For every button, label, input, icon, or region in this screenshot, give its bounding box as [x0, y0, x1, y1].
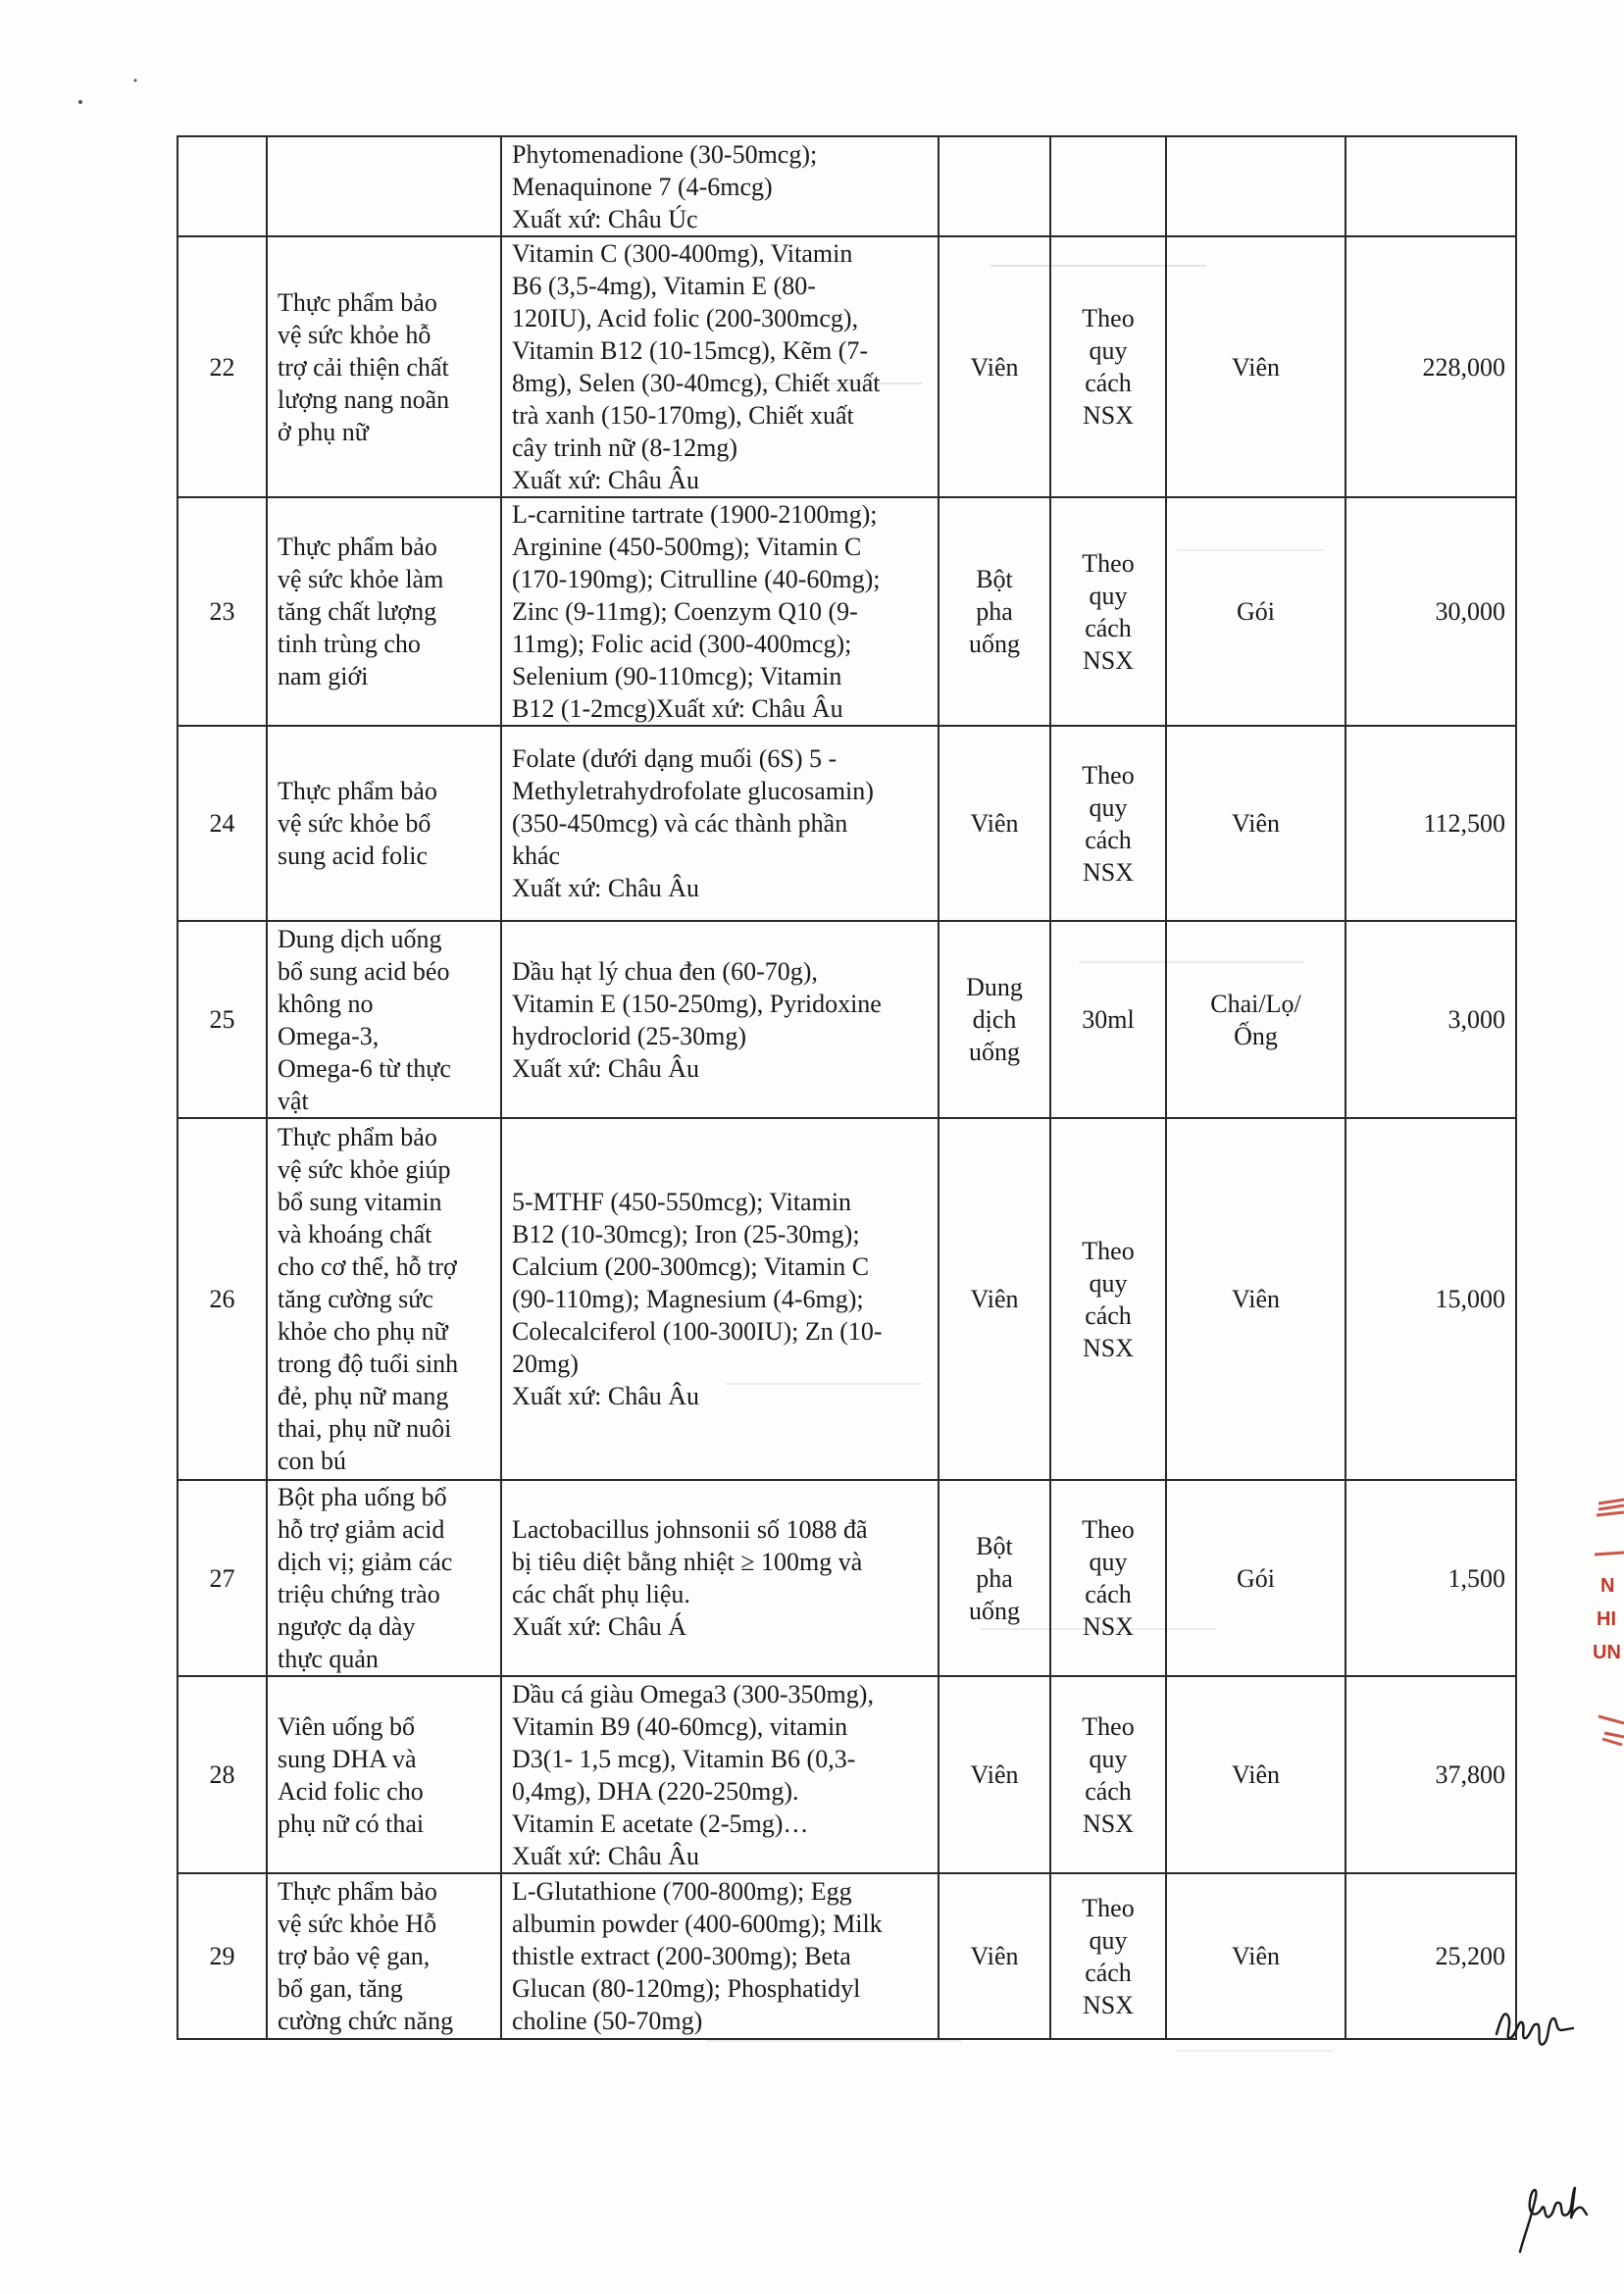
cell-packaging-spec-line: quy	[1089, 1268, 1128, 1298]
cell-composition-line: Vitamin B12 (10-15mcg), Kẽm (7-	[512, 336, 869, 365]
cell-composition-line: (90-110mg); Magnesium (4-6mg);	[512, 1285, 864, 1313]
cell-unit-price	[1345, 236, 1516, 497]
table-row	[178, 921, 1516, 1118]
cell-stt	[178, 1676, 267, 1873]
cell-stt-text: 28	[209, 1760, 235, 1789]
cell-unit	[1166, 1873, 1345, 2039]
cell-product-name-line: ngược dạ dày	[278, 1612, 416, 1641]
cell-product-name-line: vệ sức khỏe giúp	[278, 1155, 451, 1184]
cell-product-name-line: tăng chất lượng	[278, 597, 437, 626]
cell-unit-price	[1345, 497, 1516, 726]
cell-unit	[1166, 726, 1345, 921]
table-row	[178, 1873, 1516, 2039]
cell-unit-price	[1345, 726, 1516, 921]
cell-composition-line: Xuất xứ: Châu Úc	[512, 204, 698, 233]
cell-composition-line: Vitamin C (300-400mg), Vitamin	[512, 239, 853, 268]
cell-stt	[178, 1118, 267, 1480]
cell-packaging-spec-line: 30ml	[1082, 1005, 1135, 1034]
cell-unit-price	[1345, 921, 1516, 1118]
cell-product-name	[267, 1118, 501, 1480]
cell-packaging-spec	[1050, 1873, 1166, 2039]
cell-product-name-line: sung acid folic	[278, 841, 429, 870]
cell-stt-text: 24	[209, 809, 235, 838]
cell-composition-line: Xuất xứ: Châu Âu	[512, 1053, 700, 1083]
cell-unit-price-text: 3,000	[1447, 1005, 1505, 1034]
cell-product-name-line: bổ gan, tăng	[278, 1974, 403, 2003]
cell-dosage-form-line: Bột	[976, 565, 1013, 593]
cell-dosage-form	[939, 497, 1050, 726]
cell-composition-line: Dầu cá giàu Omega3 (300-350mg),	[512, 1679, 874, 1708]
stamp-text-2: HI	[1597, 1608, 1616, 1630]
table-row	[178, 136, 1516, 236]
cell-packaging-spec-line: Theo	[1082, 1515, 1135, 1544]
cell-product-name	[267, 497, 501, 726]
cell-unit-line: Viên	[1232, 809, 1280, 838]
cell-dosage-form-line: pha	[976, 597, 1013, 626]
stamp-text-1: N	[1600, 1575, 1615, 1597]
cell-composition	[501, 497, 939, 726]
cell-composition-line: hydroclorid (25-30mg)	[512, 1021, 747, 1050]
cell-product-name-line: Bột pha uống bổ	[278, 1483, 447, 1511]
cell-dosage-form-line: uống	[969, 1596, 1020, 1625]
cell-dosage-form	[939, 1873, 1050, 2039]
cell-composition	[501, 1118, 939, 1480]
cell-product-name-line: thai, phụ nữ nuôi	[278, 1414, 452, 1443]
cell-unit-price-text: 25,200	[1435, 1942, 1505, 1970]
cell-packaging-spec-line: cách	[1085, 1300, 1132, 1330]
cell-composition	[501, 1873, 939, 2039]
cell-composition-line: Vitamin E (150-250mg), Pyridoxine	[512, 989, 882, 1018]
cell-product-name-line: không no	[278, 989, 374, 1018]
cell-composition-line: albumin powder (400-600mg); Milk	[512, 1910, 883, 1938]
cell-composition-line: bị tiêu diệt bằng nhiệt ≥ 100mg và	[512, 1548, 863, 1576]
cell-composition-line: Methyletrahydrofolate glucosamin)	[512, 777, 874, 805]
table-row	[178, 497, 1516, 726]
table-row	[178, 1118, 1516, 1480]
cell-product-name-line: phụ nữ có thai	[278, 1809, 425, 1838]
cell-product-name-line: trong độ tuổi sinh	[278, 1350, 459, 1378]
cell-product-name-line: lượng nang noãn	[278, 384, 450, 414]
cell-stt	[178, 236, 267, 497]
cell-packaging-spec-line: cách	[1085, 613, 1132, 642]
cell-packaging-spec-line: NSX	[1082, 645, 1134, 675]
cell-dosage-form	[939, 726, 1050, 921]
cell-stt	[178, 921, 267, 1118]
cell-packaging-spec-line: quy	[1089, 1548, 1128, 1576]
cell-product-name	[267, 1480, 501, 1676]
cell-packaging-spec-line: NSX	[1082, 1809, 1134, 1838]
table-row	[178, 1676, 1516, 1873]
cell-stt-text: 23	[209, 597, 235, 626]
cell-unit-price-text: 228,000	[1422, 352, 1505, 382]
cell-packaging-spec-line: NSX	[1082, 1612, 1134, 1641]
cell-product-name	[267, 921, 501, 1118]
cell-stt-text: 22	[209, 352, 235, 382]
cell-unit-price-text: 37,800	[1435, 1760, 1505, 1789]
cell-packaging-spec	[1050, 497, 1166, 726]
cell-unit	[1166, 236, 1345, 497]
cell-product-name-line: Acid folic cho	[278, 1776, 424, 1806]
cell-product-name	[267, 1676, 501, 1873]
cell-product-name-line: vệ sức khỏe làm	[278, 565, 444, 593]
cell-packaging-spec-line: cách	[1085, 1958, 1132, 1987]
cell-packaging-spec-line: NSX	[1082, 1333, 1134, 1362]
cell-product-name-line: Thực phẩm bảo	[278, 777, 437, 805]
cell-product-name-line: tinh trùng cho	[278, 630, 421, 658]
cell-packaging-spec-line: NSX	[1082, 401, 1134, 430]
cell-packaging-spec	[1050, 1118, 1166, 1480]
cell-product-name-line: và khoáng chất	[278, 1220, 432, 1249]
cell-packaging-spec-line: quy	[1089, 581, 1128, 610]
cell-unit-price	[1345, 136, 1516, 236]
cell-composition-line: Colecalciferol (100-300IU); Zn (10-	[512, 1317, 883, 1346]
cell-unit	[1166, 921, 1345, 1118]
cell-composition-line: (170-190mg); Citrulline (40-60mg);	[512, 565, 881, 593]
cell-packaging-spec-line: quy	[1089, 1744, 1128, 1773]
cell-product-name-line: vệ sức khỏe hỗ	[278, 320, 431, 349]
cell-product-name-line: dịch vị; giảm các	[278, 1548, 453, 1576]
cell-unit-line: Gói	[1237, 1563, 1275, 1593]
cell-packaging-spec	[1050, 726, 1166, 921]
cell-composition-line: 120IU), Acid folic (200-300mcg),	[512, 304, 859, 332]
cell-packaging-spec-line: Theo	[1082, 1893, 1135, 1922]
cell-product-name-line: Thực phẩm bảo	[278, 287, 437, 317]
cell-product-name-line: tăng cường sức	[278, 1285, 433, 1313]
cell-product-name-line: Thực phẩm bảo	[278, 533, 437, 561]
cell-packaging-spec-line: NSX	[1082, 1990, 1134, 2019]
cell-composition-line: Folate (dưới dạng muối (6S) 5 -	[512, 744, 837, 773]
cell-composition-line: Xuất xứ: Châu Âu	[512, 1382, 700, 1410]
cell-unit-line: Viên	[1232, 1285, 1280, 1313]
cell-composition-line: L-carnitine tartrate (1900-2100mg);	[512, 500, 878, 529]
cell-packaging-spec	[1050, 1676, 1166, 1873]
table-row	[178, 726, 1516, 921]
cell-composition-line: Vitamin E acetate (2-5mg)…	[512, 1809, 809, 1838]
cell-dosage-form-line: uống	[969, 630, 1020, 658]
cell-dosage-form-line: Viên	[970, 1942, 1019, 1970]
cell-packaging-spec-line: Theo	[1082, 1711, 1135, 1741]
cell-unit-line: Chai/Lọ/	[1210, 989, 1301, 1018]
cell-composition-line: L-Glutathione (700-800mg); Egg	[512, 1877, 852, 1906]
cell-product-name-line: bổ sung vitamin	[278, 1188, 442, 1216]
cell-composition-line: Xuất xứ: Châu Á	[512, 1612, 687, 1641]
cell-product-name-line: sung DHA và	[278, 1744, 417, 1773]
cell-composition-line: Zinc (9-11mg); Coenzym Q10 (9-	[512, 597, 858, 626]
table-body	[178, 136, 1516, 2039]
cell-composition	[501, 726, 939, 921]
table-row	[178, 236, 1516, 497]
cell-composition-line: Xuất xứ: Châu Âu	[512, 874, 700, 902]
cell-composition-line: thistle extract (200-300mg); Beta	[512, 1942, 851, 1970]
cell-composition	[501, 1676, 939, 1873]
cell-unit-line: Viên	[1232, 352, 1280, 382]
cell-composition-line: Calcium (200-300mcg); Vitamin C	[512, 1252, 870, 1281]
handwritten-initial-1	[1491, 1991, 1579, 2060]
cell-stt	[178, 1480, 267, 1676]
cell-product-name-line: hỗ trợ giảm acid	[278, 1515, 445, 1544]
cell-stt	[178, 726, 267, 921]
cell-product-name-line: cho cơ thể, hỗ trợ	[278, 1252, 457, 1281]
cell-composition-line: 11mg); Folic acid (300-400mcg);	[512, 630, 852, 658]
cell-product-name-line: vệ sức khỏe bổ	[278, 809, 431, 838]
cell-composition-line: B6 (3,5-4mg), Vitamin E (80-	[512, 272, 816, 300]
cell-composition-line: Menaquinone 7 (4-6mcg)	[512, 172, 773, 201]
cell-composition-line: cây trinh nữ (8-12mg)	[512, 433, 737, 462]
cell-product-name-line: con bú	[278, 1447, 347, 1475]
cell-packaging-spec	[1050, 1480, 1166, 1676]
cell-packaging-spec-line: quy	[1089, 792, 1128, 822]
cell-composition-line: Lactobacillus johnsonii số 1088 đã	[512, 1515, 868, 1544]
cell-dosage-form	[939, 1480, 1050, 1676]
cell-composition-line: Xuất xứ: Châu Âu	[512, 466, 700, 494]
cell-composition-line: khác	[512, 841, 561, 870]
cell-packaging-spec-line: Theo	[1082, 1236, 1135, 1265]
cell-product-name-line: triệu chứng trào	[278, 1580, 440, 1608]
cell-composition	[501, 136, 939, 236]
cell-composition-line: B12 (10-30mcg); Iron (25-30mg);	[512, 1220, 860, 1249]
cell-dosage-form	[939, 1676, 1050, 1873]
cell-product-name-line: trợ bảo vệ gan,	[278, 1942, 431, 1970]
cell-unit-price	[1345, 1118, 1516, 1480]
cell-unit-line: Ống	[1234, 1021, 1278, 1050]
cell-dosage-form-line: Viên	[970, 809, 1019, 838]
stamp-fragment	[1585, 1496, 1624, 1751]
cell-composition-line: Vitamin B9 (40-60mcg), vitamin	[512, 1711, 848, 1741]
cell-composition-line: Glucan (80-120mg); Phosphatidyl	[512, 1974, 861, 2003]
cell-product-name-line: Dung dịch uống	[278, 924, 442, 953]
cell-packaging-spec-line: Theo	[1082, 304, 1135, 332]
cell-unit-price-text: 112,500	[1423, 809, 1505, 838]
cell-product-name-line: bổ sung acid béo	[278, 956, 450, 986]
cell-product-name-line: khỏe cho phụ nữ	[278, 1317, 448, 1346]
cell-composition	[501, 1480, 939, 1676]
handwritten-initial-2	[1510, 2158, 1599, 2266]
cell-stt-text: 26	[209, 1285, 235, 1313]
cell-packaging-spec-line: quy	[1089, 1925, 1128, 1955]
cell-unit-price	[1345, 1480, 1516, 1676]
cell-product-name-line: đẻ, phụ nữ mang	[278, 1382, 449, 1410]
cell-dosage-form-line: dịch	[972, 1005, 1017, 1034]
cell-stt	[178, 136, 267, 236]
cell-composition-line: Selenium (90-110mcg); Vitamin	[512, 662, 842, 690]
cell-stt-text: 25	[209, 1005, 235, 1034]
cell-unit-price-text: 1,500	[1447, 1563, 1505, 1593]
product-price-table	[177, 135, 1517, 2040]
cell-composition-line: Xuất xứ: Châu Âu	[512, 1841, 700, 1870]
cell-product-name-line: vật	[278, 1086, 309, 1115]
cell-product-name-line: Omega-6 từ thực	[278, 1053, 451, 1083]
cell-product-name-line: cường chức năng	[278, 2007, 454, 2035]
cell-product-name	[267, 236, 501, 497]
cell-packaging-spec-line: NSX	[1082, 857, 1134, 887]
cell-dosage-form-line: Viên	[970, 1285, 1019, 1313]
cell-unit	[1166, 1676, 1345, 1873]
cell-dosage-form-line: uống	[969, 1038, 1020, 1066]
cell-unit	[1166, 497, 1345, 726]
cell-composition-line: 8mg), Selen (30-40mcg), Chiết xuất	[512, 369, 881, 397]
cell-dosage-form	[939, 236, 1050, 497]
cell-packaging-spec-line: cách	[1085, 369, 1132, 397]
cell-packaging-spec-line: cách	[1085, 825, 1132, 854]
cell-product-name-line: Thực phẩm bảo	[278, 1123, 437, 1151]
cell-packaging-spec	[1050, 136, 1166, 236]
cell-composition-line: (350-450mcg) và các thành phần	[512, 809, 848, 838]
cell-composition-line: 20mg)	[512, 1350, 579, 1378]
cell-unit-line: Gói	[1237, 597, 1275, 626]
cell-product-name-line: nam giới	[278, 662, 369, 690]
cell-composition-line: trà xanh (150-170mg), Chiết xuất	[512, 401, 854, 430]
cell-composition-line: choline (50-70mg)	[512, 2007, 703, 2035]
cell-stt	[178, 497, 267, 726]
cell-product-name-line: ở phụ nữ	[278, 417, 369, 446]
cell-unit	[1166, 1118, 1345, 1480]
cell-packaging-spec-line: cách	[1085, 1580, 1132, 1608]
cell-packaging-spec-line: Theo	[1082, 548, 1135, 578]
cell-packaging-spec-line: quy	[1089, 336, 1128, 365]
cell-product-name-line: Omega-3,	[278, 1021, 380, 1050]
cell-packaging-spec-line: cách	[1085, 1776, 1132, 1806]
cell-product-name-line: vệ sức khỏe Hỗ	[278, 1910, 437, 1938]
cell-dosage-form	[939, 1118, 1050, 1480]
cell-stt-text: 27	[209, 1563, 235, 1593]
cell-dosage-form-line: Dung	[966, 973, 1023, 1001]
cell-dosage-form-line: pha	[976, 1563, 1013, 1593]
cell-stt	[178, 1873, 267, 2039]
cell-dosage-form-line: Viên	[970, 1760, 1019, 1789]
cell-stt-text: 29	[209, 1942, 235, 1970]
cell-unit-line: Viên	[1232, 1760, 1280, 1789]
cell-dosage-form	[939, 921, 1050, 1118]
cell-composition-line: D3(1- 1,5 mcg), Vitamin B6 (0,3-	[512, 1744, 856, 1773]
cell-unit-price-text: 30,000	[1435, 597, 1505, 626]
cell-dosage-form-line: Bột	[976, 1531, 1013, 1560]
cell-product-name	[267, 1873, 501, 2039]
cell-composition-line: Dầu hạt lý chua đen (60-70g),	[512, 956, 818, 986]
cell-composition	[501, 236, 939, 497]
table-row	[178, 1480, 1516, 1676]
cell-packaging-spec-line: Theo	[1082, 760, 1135, 790]
stamp-text-3: UN	[1593, 1642, 1621, 1663]
cell-packaging-spec	[1050, 921, 1166, 1118]
cell-composition-line: 0,4mg), DHA (220-250mg).	[512, 1776, 799, 1806]
cell-product-name-line: Viên uống bổ	[278, 1711, 415, 1741]
cell-product-name	[267, 726, 501, 921]
cell-unit	[1166, 136, 1345, 236]
cell-dosage-form-line: Viên	[970, 352, 1019, 382]
cell-product-name-line: trợ cải thiện chất	[278, 352, 449, 382]
cell-composition	[501, 921, 939, 1118]
cell-composition-line: 5-MTHF (450-550mcg); Vitamin	[512, 1188, 852, 1216]
cell-composition-line: Phytomenadione (30-50mcg);	[512, 139, 818, 169]
cell-unit-line: Viên	[1232, 1942, 1280, 1970]
cell-packaging-spec	[1050, 236, 1166, 497]
cell-product-name-line: thực quản	[278, 1645, 379, 1673]
scan-specks	[59, 69, 177, 127]
cell-composition-line: Arginine (450-500mg); Vitamin C	[512, 533, 862, 561]
cell-composition-line: B12 (1-2mcg)Xuất xứ: Châu Âu	[512, 694, 843, 723]
cell-product-name	[267, 136, 501, 236]
cell-product-name-line: Thực phẩm bảo	[278, 1877, 437, 1906]
cell-composition-line: các chất phụ liệu.	[512, 1580, 690, 1608]
cell-unit	[1166, 1480, 1345, 1676]
cell-dosage-form	[939, 136, 1050, 236]
cell-unit-price	[1345, 1676, 1516, 1873]
cell-unit-price-text: 15,000	[1435, 1285, 1505, 1313]
